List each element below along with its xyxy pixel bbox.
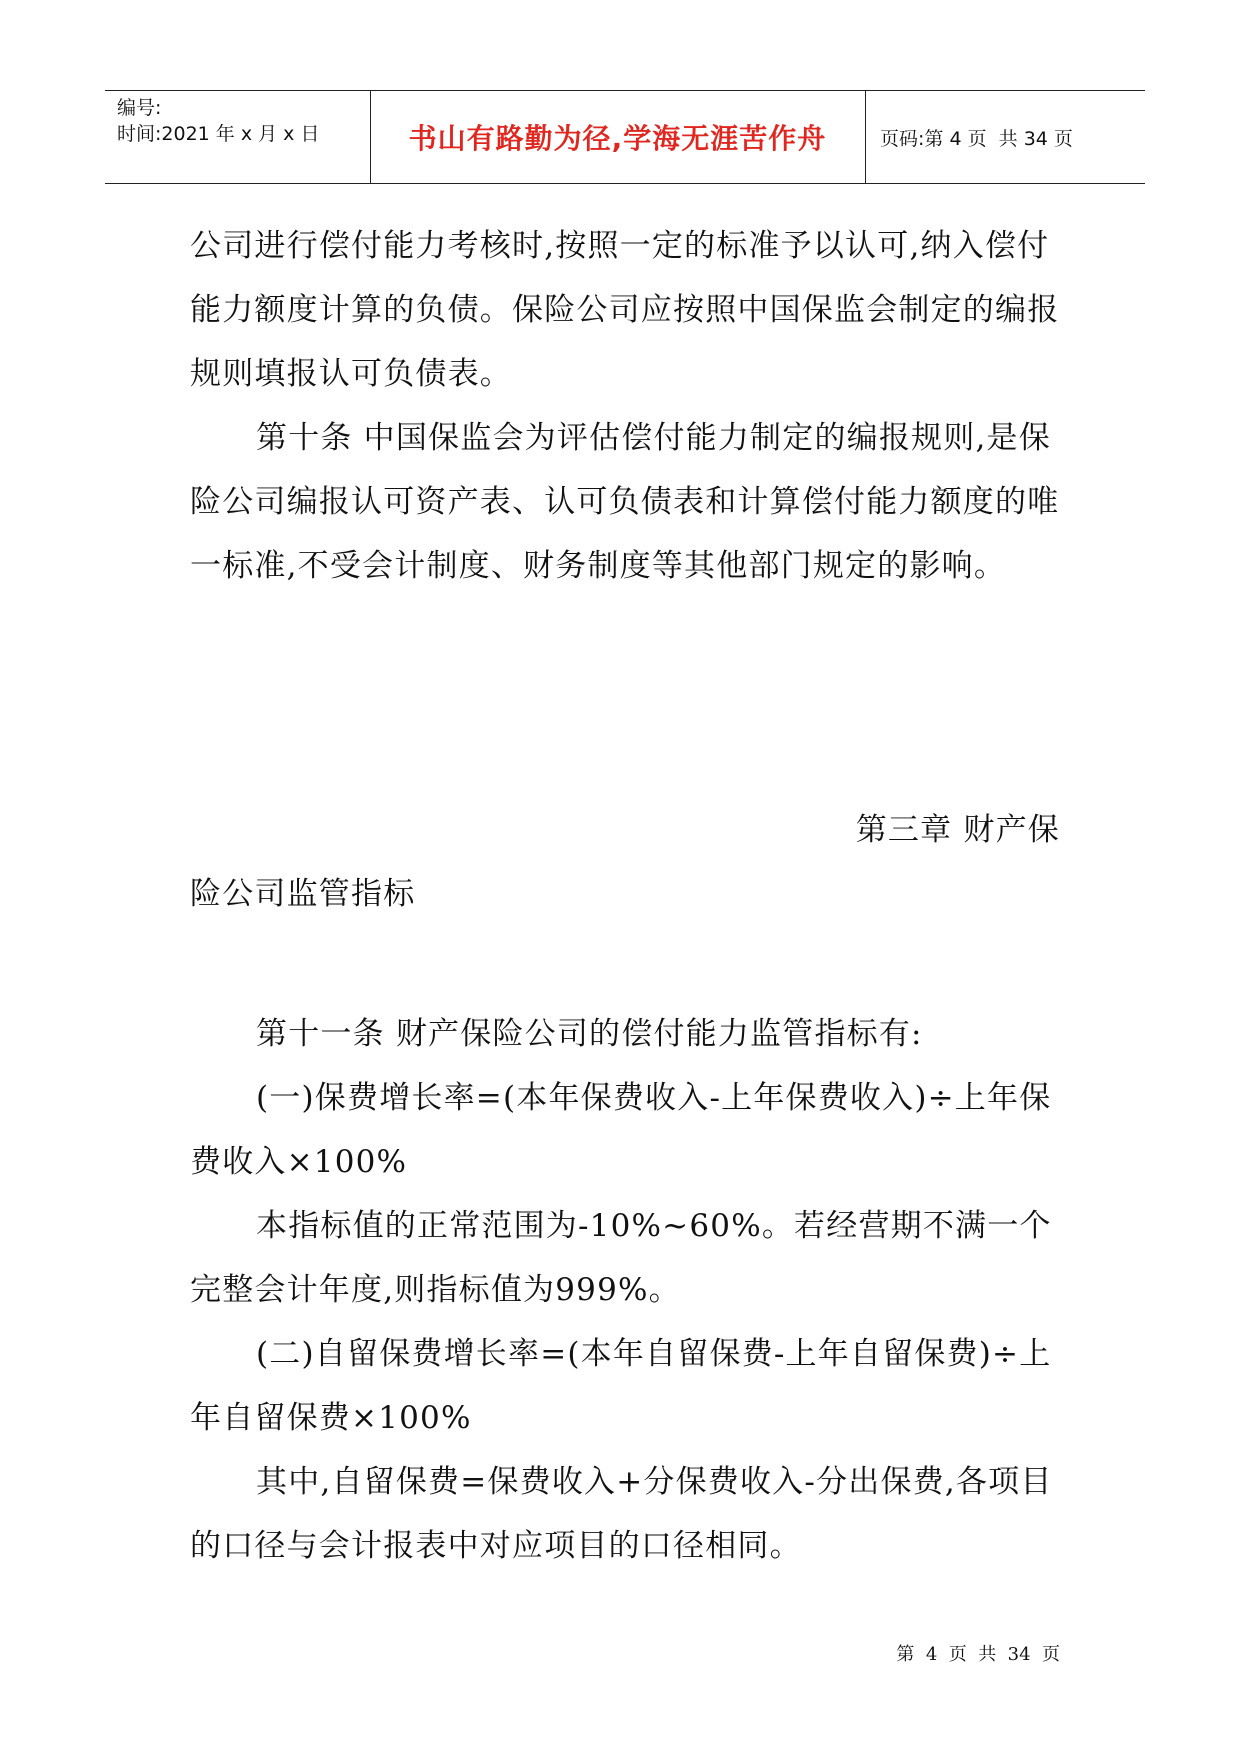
chapter-heading-line1: 第三章 财产保: [855, 812, 1060, 848]
page-footer: 第 4 页 共 34 页: [896, 1644, 1060, 1665]
document-body-bottom: [190, 1002, 1060, 1578]
paragraph: 公司进行偿付能力考核时,按照一定的标准予以认可,纳入偿付能力额度计算的负债。保险公司应按照中国保监会制定的编报规则填报认可负债表。: [190, 228, 1060, 392]
paragraph: 其中,自留保费=保费收入+分保费收入-分出保费,各项目的口径与会计报表中对应项目的口径相同。: [190, 1464, 1053, 1564]
paragraph: 本指标值的正常范围为-10%~60%。若经营期不满一个完整会计年度,则指标值为999%。: [190, 1208, 1052, 1308]
paragraph-formula-2: (二)自留保费增长率=(本年自留保费-上年自留保费)÷上年自留保费×100%: [190, 1336, 1052, 1436]
header-motto: 书山有路勤为径,学海无涯苦作舟: [370, 91, 866, 183]
paragraph-formula-1: (一)保费增长率=(本年保费收入-上年保费收入)÷上年保费收入×100%: [190, 1080, 1052, 1180]
chapter-heading-line2: 险公司监管指标: [190, 876, 416, 912]
document-body-top: [190, 214, 1060, 598]
paragraph-article-11: 第十一条 财产保险公司的偿付能力监管指标有:: [256, 1016, 923, 1052]
document-number-label: 编号:: [117, 97, 162, 119]
page-header: [105, 90, 1145, 184]
document-time-label: 时间:2021 年 x 月 x 日: [117, 123, 320, 145]
header-meta: [105, 91, 371, 183]
paragraph-article-10: 第十条 中国保监会为评估偿付能力制定的编报规则,是保险公司编报认可资产表、认可负债表和计算偿付能力额度的唯一标准,不受会计制度、财务制度等其他部门规定的影响。: [190, 420, 1060, 584]
header-page-number: 页码:第 4 页 共 34 页: [880, 127, 1073, 150]
